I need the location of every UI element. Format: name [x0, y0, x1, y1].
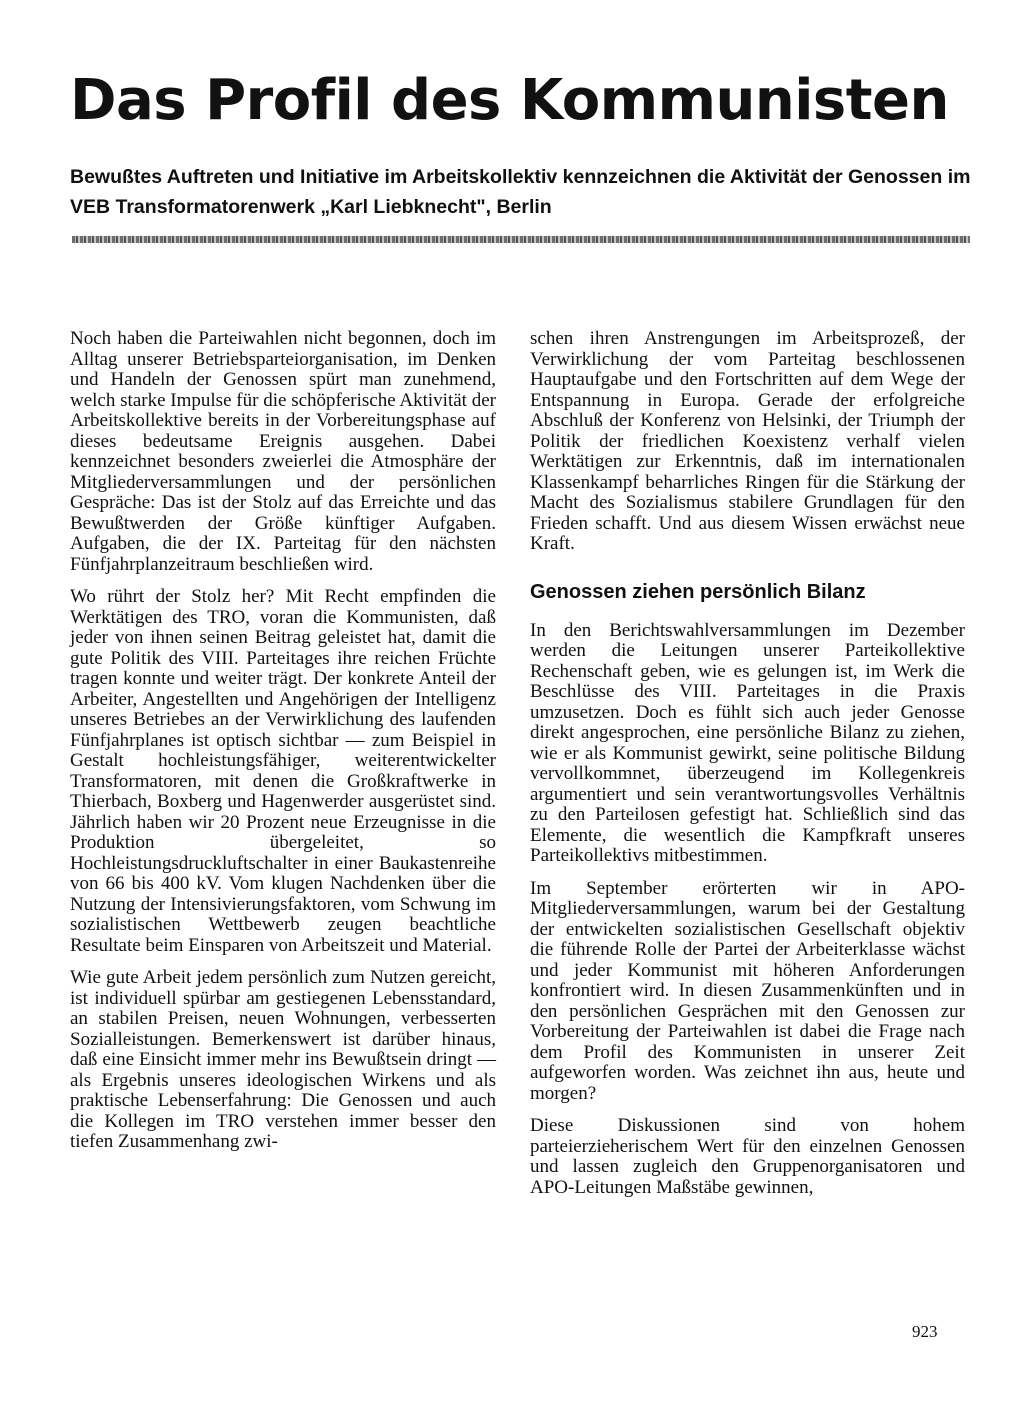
decorative-rule	[72, 236, 970, 243]
article-title: Das Profil des Kommunisten	[70, 68, 949, 133]
paragraph: In den Berichtswahlversammlungen im Dezember werden die Leitungen unserer Parteikollektive Rechenschaft geben, wie es gelungen ist, im Werk die Beschlüsse des VIII. Parteitages in die Praxis umzusetzen. Doch es fühlt sich auch jeder Genosse direkt angesprochen, eine persönliche Bilanz zu ziehen, wie er als Kommunist gewirkt, seine politische Bildung vervollkommnet, überzeugend im Kollegenkreis argumentiert und sein verantwortungsvolles Verhältnis zu den Parteilosen gefestigt hat. Schließlich sind das Elemente, die wesentlich die Kampfkraft unseres Parteikollektivs mitbestimmen.	[530, 619, 965, 866]
paragraph: Im September erörterten wir in APO-Mitgliederversammlungen, warum bei der Gestaltung der entwickelten sozialistischen Gesellschaft objektiv die führende Rolle der Partei der Arbeiterklasse wächst und jeder Kommunist mit höheren Anforderungen konfrontiert wird. In diesen Zusammenkünften und in den persönlichen Gesprächen mit den Genossen zur Vorbereitung der Parteiwahlen ist dabei die Frage nach dem Profil des Kommunisten in unserer Zeit aufgeworfen worden. Was zeichnet ihn aus, heute und morgen?	[530, 877, 965, 1104]
article-subtitle: Bewußtes Auftreten und Initiative im Arbeitskollektiv kennzeichnen die Aktivität der Genossen im VEB Transformatorenwerk „Karl Liebknecht", Berlin	[70, 166, 971, 218]
page-number: 923	[912, 1322, 938, 1341]
paragraph: Wo rührt der Stolz her? Mit Recht empfinden die Werktätigen des TRO, voran die Kommunisten, daß jeder von ihnen seinen Beitrag geleistet hat, damit die gute Politik des VIII. Parteitages ihre reichen Früchte tragen konnte und weiter trägt. Der konkrete Anteil der Arbeiter, Angestellten und Angehörigen der Intelligenz unseres Betriebes an der Verwirklichung des laufenden Fünfjahrplanes ist optisch sichtbar — zum Beispiel in Gestalt hochleistungsfähiger, weiterentwickelter Transformatoren, mit denen die Großkraftwerke in Thierbach, Boxberg und Hagenwerder ausgerüstet sind. Jährlich haben wir 20 Prozent neue Erzeugnisse in die Produktion übergeleitet, so Hochleistungsdruckluftschalter in einer Baukastenreihe von 66 bis 400 kV. Vom klugen Nachdenken über die Nutzung der Intensivierungsfaktoren, vom Schwung im sozialistischen Wettbewerb zeugen beachtliche Resultate beim Einsparen von Arbeitszeit und Material.	[70, 586, 496, 956]
paragraph: schen ihren Anstrengungen im Arbeitsprozeß, der Verwirklichung der vom Parteitag beschlossenen Hauptaufgabe und den Fortschritten auf dem Wege der Entspannung in Europa. Gerade der erfolgreiche Abschluß der Konferenz von Helsinki, der Triumph der Politik der friedlichen Koexistenz verhalf vielen Werktätigen zur Erkenntnis, daß im internationalen Klassenkampf beharrliches Ringen für die Stärkung der Macht des Sozialismus stabilere Grundlagen für den Frieden schafft. Und aus diesem Wissen erwächst neue Kraft.	[530, 328, 965, 554]
paragraph: Diese Diskussionen sind von hohem parteierzieherischem Wert für den einzelnen Genossen und lassen zugleich den Gruppenorganisatoren und APO-Leitungen Maßstäbe gewinnen,	[530, 1115, 965, 1198]
paragraph: Noch haben die Parteiwahlen nicht begonnen, doch im Alltag unserer Betriebsparteiorganisation, im Denken und Handeln der Genossen spürt man zunehmend, welch starke Impulse für die schöpferische Aktivität der Arbeitskollektive bereits in der Vorbereitungsphase auf dieses bedeutsame Ereignis ausgehen. Dabei kennzeichnet besonders zweierlei die Atmosphäre der Mitgliederversammlungen und der persönlichen Gespräche: Das ist der Stolz auf das Erreichte und das Bewußtwerden der Größe künftiger Aufgaben. Aufgaben, die der IX. Parteitag für den nächsten Fünfjahrplanzeitraum beschließen wird.	[70, 328, 496, 575]
paragraph: Wie gute Arbeit jedem persönlich zum Nutzen gereicht, ist individuell spürbar am gestiegenen Lebensstandard, an stabilen Preisen, neuen Wohnungen, verbesserten Sozialleistungen. Bemerkenswert ist darüber hinaus, daß eine Einsicht immer mehr ins Bewußtsein dringt — als Ergebnis unseres ideologischen Wirkens und als praktische Lebenserfahrung: Die Genossen und auch die Kollegen im TRO verstehen immer besser den tiefen Zusammenhang zwi-	[70, 967, 496, 1152]
section-heading: Genossen ziehen persönlich Bilanz	[530, 580, 866, 603]
right-column	[530, 329, 965, 1210]
left-column	[70, 329, 496, 1165]
